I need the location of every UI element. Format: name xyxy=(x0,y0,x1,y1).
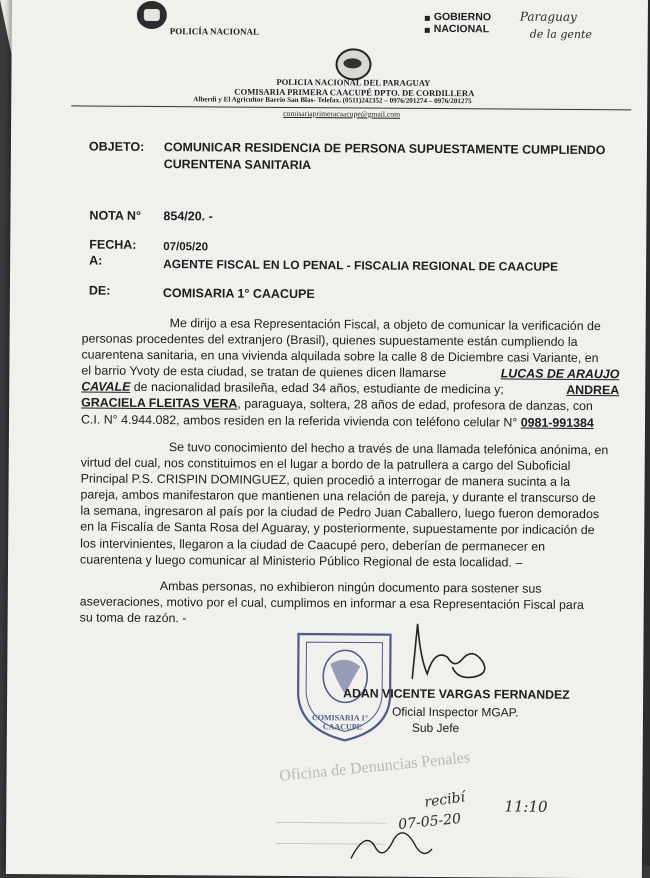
nota-value: 854/20. - xyxy=(163,209,213,224)
letterhead-line1: POLICIA NACIONAL DEL PARAGUAY xyxy=(276,76,431,88)
stamp-line1: COMISARIA 1° xyxy=(311,713,369,723)
letterhead-email: comisariaprimeracaacupe@gmail.com xyxy=(283,108,401,119)
person1-name-b: CAVALE xyxy=(81,379,131,395)
fecha-value: 07/05/20 xyxy=(163,241,209,254)
objeto-value-1: COMUNICAR RESIDENCIA DE PERSONA SUPUESTAMENTE CUMPLIENDO xyxy=(163,140,606,158)
header-left-org: POLICÍA NACIONAL xyxy=(169,26,260,37)
police-crest-icon xyxy=(335,48,371,80)
p1-line2: personas procedentes del extranjero (Brasil), quienes supuestamente están cumpliendo la xyxy=(81,331,578,350)
person1-name-a: LUCAS DE ARAUJO xyxy=(500,366,620,382)
letterhead-line3: Alberdi y El Agricultor Barrio San Blas- Telefax. (0511)242352 – 0976/201274 – 0976/201275 xyxy=(193,95,472,106)
p1-line6-text: , paraguaya, soltera, 28 años de edad, profesora de danzas, con xyxy=(237,397,593,414)
brand-line2: de la gente xyxy=(529,27,592,42)
p2-line1: Se tuvo conocimiento del hecho a través de una llamada telefónica anónima, en xyxy=(168,440,609,458)
p1-line7-text: C.I. N° 4.944.082, ambos residen en la referida vivienda con teléfono celular N° xyxy=(80,412,518,430)
p2-line6: en la Fiscalía de Santa Rosa del Aguaray, y posteriormente, supuestamente por indicación de xyxy=(80,519,595,538)
de-value: COMISARIA 1° CAACUPE xyxy=(162,286,315,302)
brand-line1: Paraguay xyxy=(519,9,577,24)
receipt-hand-date: 07-05-20 xyxy=(397,810,462,833)
de-label: DE: xyxy=(88,283,111,298)
person2-name-a: ANDREA xyxy=(566,383,620,398)
paragraph-3 xyxy=(80,577,618,629)
objeto-label: OBJETO: xyxy=(88,139,145,154)
signature-scribble xyxy=(402,619,512,690)
paragraph-1 xyxy=(81,314,620,430)
signer-name: ADAN VICENTE VARGAS FERNANDEZ xyxy=(343,686,570,702)
a-value: AGENTE FISCAL EN LO PENAL - FISCALIA REGIONAL DE CAACUPE xyxy=(163,257,559,274)
gov-square-icon xyxy=(425,16,430,21)
p2-line4: pareja, ambos manifestaron que mantienen una relación de pareja, y durante el transcurso de xyxy=(80,487,596,506)
p2-line8: cuarentena y luego comunicar al Ministerio Público Regional de esta localidad. – xyxy=(80,552,523,570)
document-page xyxy=(6,0,648,878)
p1-line5-text: de nacionalidad brasileña, edad 34 años, estudiante de medicina y; xyxy=(133,380,504,397)
p1-line4-text: el barrio Yvoty de esta ciudad, se tratan de quienes dicen llamarse xyxy=(81,363,447,381)
p3-line2: aseveraciones, motivo por el cual, cumplimos en informar a esa Representación Fiscal para xyxy=(79,594,584,613)
p1-line7 xyxy=(81,411,619,431)
p3-line3: su toma de razón. - xyxy=(79,610,187,626)
objeto-value-2: CURENTENA SANITARIA xyxy=(163,157,312,173)
person2-name-b: GRACIELA FLEITAS VERA xyxy=(81,395,238,412)
fecha-label: FECHA: xyxy=(89,237,137,252)
stamp-line2: CAACUPE xyxy=(322,722,363,732)
signer-title: Oficial Inspector MGAP. xyxy=(391,704,519,720)
p1-line3: cuarentena sanitaria, en una vivienda alquilada sobre la calle 8 de Diciembre casi Variante, en xyxy=(81,347,599,366)
signer-role: Sub Jefe xyxy=(411,720,460,736)
p3-line1: Ambas personas, no exhibieron ningún documento para sostener sus xyxy=(159,579,542,596)
paragraph-2 xyxy=(80,438,619,571)
p1-line1: Me dirijo a esa Representación Fiscal, a objeto de comunicar la verificación de xyxy=(169,316,601,334)
gov-line1: GOBIERNO xyxy=(433,10,492,24)
nota-label: NOTA N° xyxy=(89,208,142,223)
receipt-hand-word: recibí xyxy=(423,789,467,811)
p2-line7: los intervinientes, llegaron a la ciudad de Caacupé pero, deberían de permanecer en xyxy=(80,536,546,554)
receipt-hand-time: 11:10 xyxy=(504,797,548,816)
receipt-signature-scribble xyxy=(346,818,436,863)
p2-line3: Principal P.S. CRISPIN DOMINGUEZ, quien procedió a interrogar de manera sucinta a la xyxy=(80,471,571,490)
gov-line2: NACIONAL xyxy=(433,22,490,36)
phone-number: 0981-991384 xyxy=(520,415,594,430)
a-label: A: xyxy=(89,253,103,268)
gov-square-icon-2 xyxy=(425,28,430,33)
p2-line5: la semana, ingresaron al país por la ciudad de Pedro Juan Caballero, luego fueron demorados xyxy=(80,503,600,522)
receipt-office-stamp: Oficina de Denuncias Penales xyxy=(278,749,471,785)
letterhead-line2: COMISARIA PRIMERA CAACUPÉ DPTO. DE CORDILLERA xyxy=(234,86,475,99)
p2-line2: virtud del cual, nos constituimos en el lugar a bordo de la patrullera a cargo del Suboficial xyxy=(80,455,571,474)
police-emblem-icon xyxy=(137,1,167,29)
